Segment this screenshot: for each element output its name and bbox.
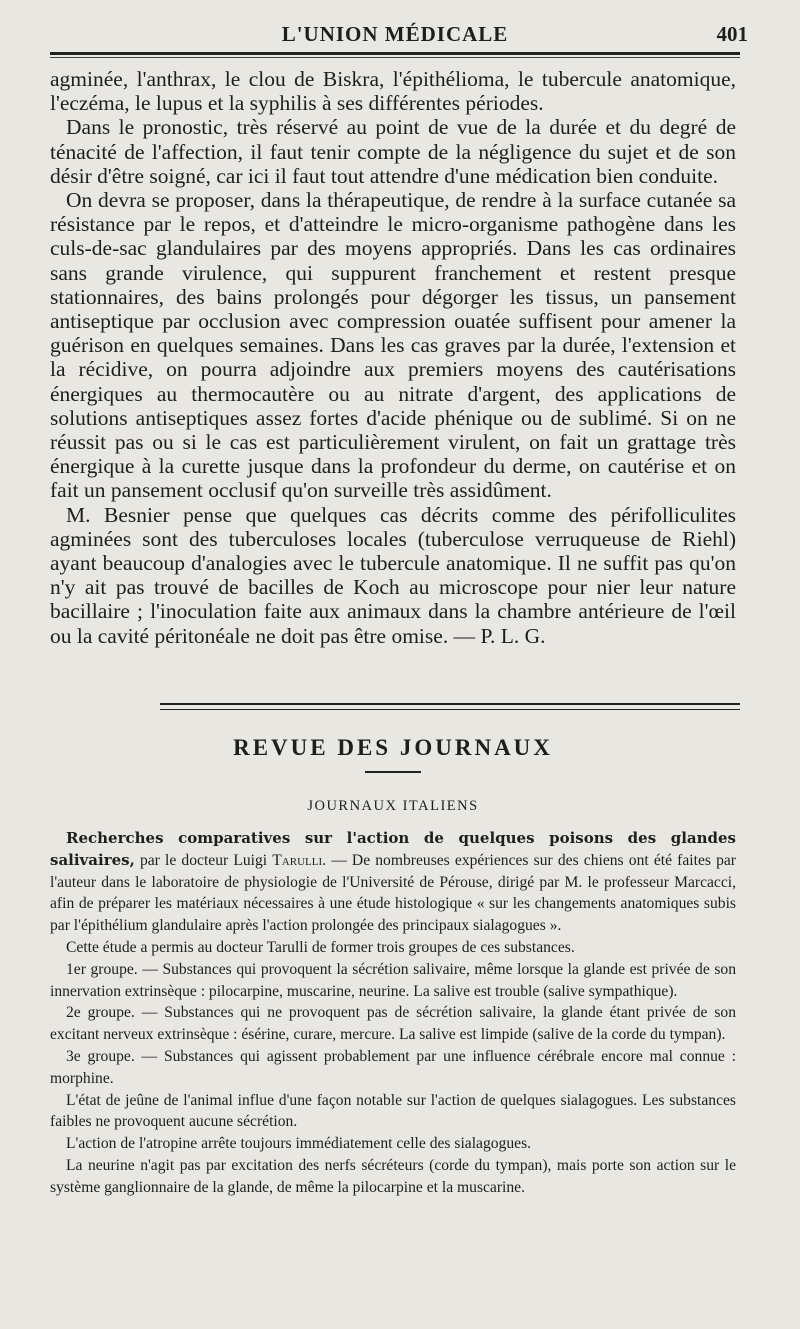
article-intro-text: . — De nombreuses expériences sur des chiens ont été faites par l'auteur dans le laboratoire de physiologie de l'Université de Pérouse, dirigé par M. le professeur Marcacci, afin de préparer les matériaux nécessaires à une étude histologique « sur les changements anatomiques subis par l'épithélium glandulaire après l'action prolongée des principaux sialagogues ». [50, 851, 737, 935]
header-rule [50, 52, 740, 55]
section-title-rule [365, 771, 421, 773]
paragraph: La neurine n'agit pas par excitation des nerfs sécréteurs (corde du tympan), mais porte son action sur le système ganglionnaire de la glande, de même la pilocarpine et la muscarine. [50, 1156, 736, 1196]
paragraph: 2e groupe. — Substances qui ne provoquent pas de sécrétion salivaire, la glande étant privée de son excitant nerveux extrinsèque : ésérine, curare, mercure. La salive est limpide (salive de la corde du tympan). [50, 1004, 736, 1044]
section-title: REVUE DES JOURNAUX [233, 735, 553, 760]
article-body [50, 828, 736, 1199]
paragraph: On devra se proposer, dans la thérapeutique, de rendre à la surface cutanée sa résistance par le repos, et d'atteindre le micro-organisme pathogène dans les culs-de-sac glandulaires par des moyens appropriés. Dans les cas ordinaires sans grande virulence, qui suppurent franchement et restent presque stationnaires, des bains prolongés pour dégorger les tissus, un pansement antiseptique par occlusion avec compression ouatée suffisent pour amener la guérison en quelques semaines. Dans les cas graves par la durée, l'extension et la récidive, on pourra adjoindre aux premiers moyens des cautérisations énergiques au thermocautère ou au nitrate d'argent, des applications de solutions antiseptiques assez fortes d'acide phénique ou de sublimé. Si on ne réussit pas ou si le cas est particulièrement virulent, on fait un grattage très énergique à la curette jusque dans la profondeur du derme, on cautérise et on fait un pansement occlusif qu'on surveille très assidûment. [50, 188, 736, 503]
section-divider-thin [160, 709, 740, 710]
article-intro [50, 828, 736, 937]
paragraph: 1er groupe. — Substances qui provoquent la sécrétion salivaire, même lorsque la glande est privée de son innervation extrinsèque : pilocarpine, muscarine, neurine. La salive est trouble (salive sympathique). [50, 960, 736, 1000]
running-head [50, 18, 748, 48]
subsection-title: JOURNAUX ITALIENS [307, 798, 479, 814]
article-title: Recherches comparatives sur l'action de quelques poisons des glandes salivaires, [50, 829, 736, 869]
paragraph: Cette étude a permis au docteur Tarulli de former trois groupes de ces substances. [66, 938, 575, 956]
article-byline: par le docteur Luigi [134, 851, 273, 869]
header-rule-thin [50, 57, 740, 58]
section-divider [160, 703, 740, 705]
page-number: 401 [716, 22, 748, 46]
paragraph: 3e groupe. — Substances qui agissent probablement par une influence cérébrale encore mal connue : morphine. [50, 1047, 736, 1087]
journal-title: L'UNION MÉDICALE [281, 22, 509, 46]
paragraph: L'action de l'atropine arrête toujours immédiatement celle des sialagogues. [66, 1135, 532, 1153]
paragraph: agminée, l'anthrax, le clou de Biskra, l'épithélioma, le tubercule anatomique, l'eczéma, le lupus et la syphilis à ses différentes périodes. [50, 67, 736, 116]
paragraph: M. Besnier pense que quelques cas décrits comme des périfolliculites agminées sont des tuberculoses locales (tuberculose verruqueuse de Riehl) ayant beaucoup d'analogies avec le tubercule anatomique. Il ne suffit pas qu'on n'y ait pas trouvé de bacilles de Koch au microscope pour nier leur nature bacillaire ; l'inoculation faite aux animaux dans la chambre antérieure de l'œil ou la cavité péritonéale ne doit pas être omise. — P. L. G. [50, 502, 736, 648]
paragraph: Dans le pronostic, très réservé au point de vue de la durée et du degré de ténacité de l'affection, il faut tenir compte de la négligence du sujet et de son désir d'être soigné, car ici il faut tout attendre d'une médication bien conduite. [50, 115, 736, 188]
article-author: Tarulli [272, 851, 323, 869]
paragraph: L'état de jeûne de l'animal influe d'une façon notable sur l'action de quelques sialagogues. Les substances faibles ne provoquent aucune sécrétion. [50, 1091, 736, 1131]
previous-article-body [50, 67, 736, 648]
